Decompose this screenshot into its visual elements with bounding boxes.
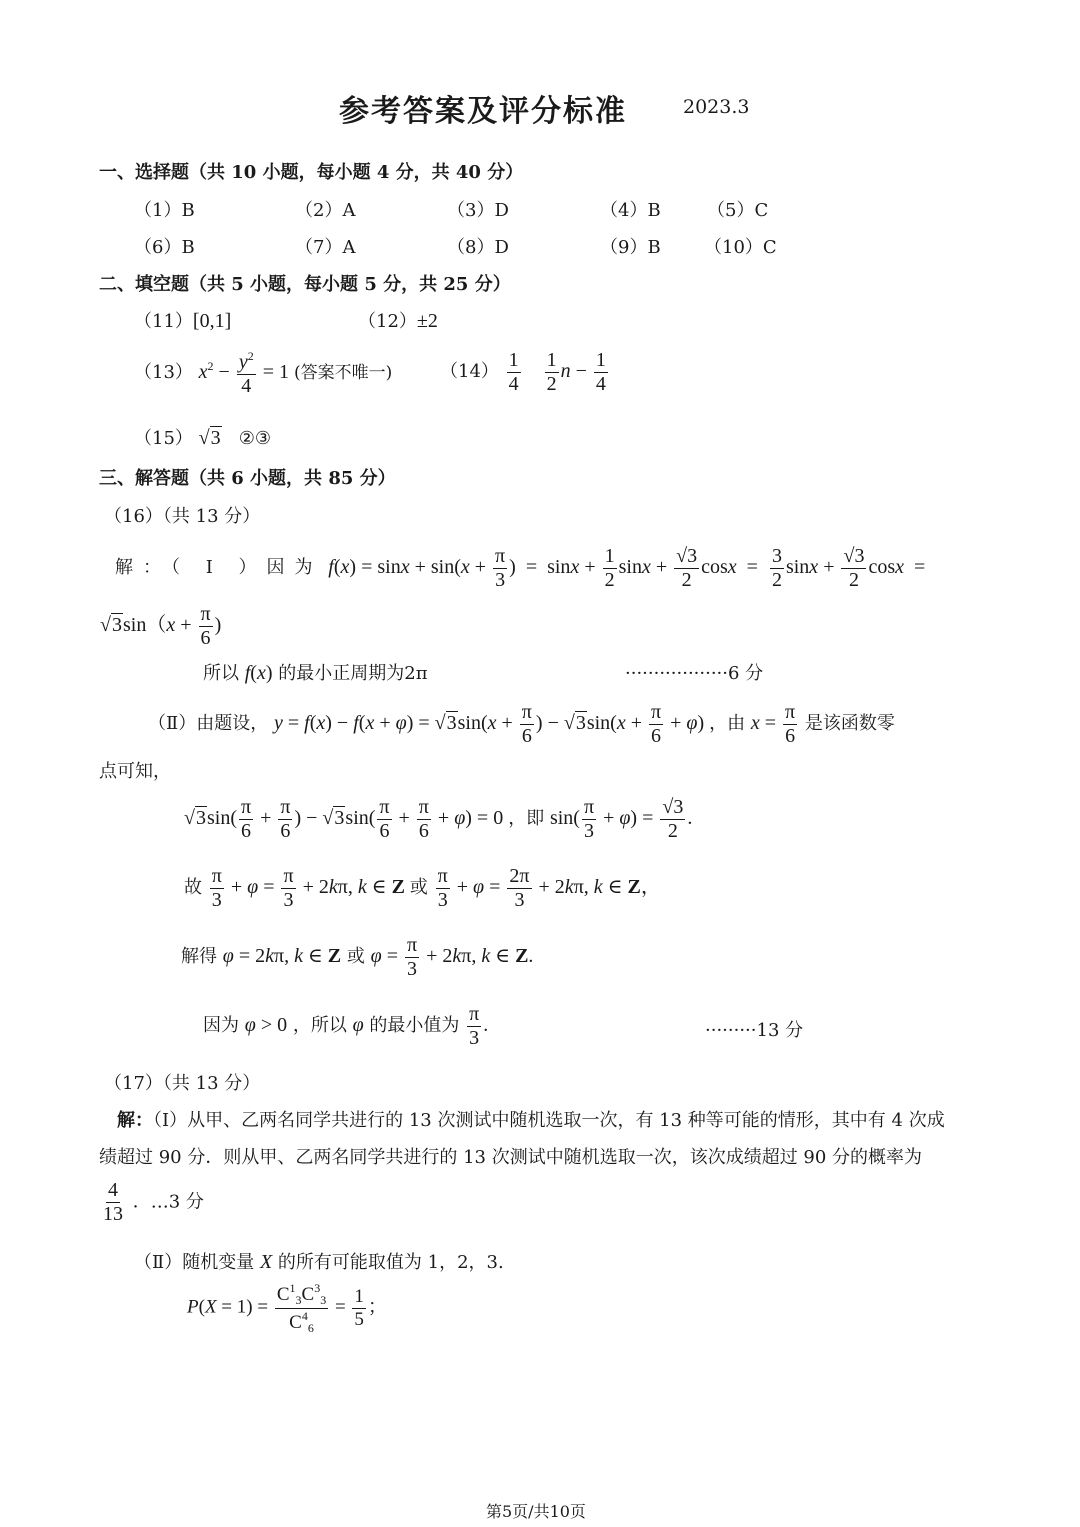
mc-answer-5: （5）C [707,200,769,221]
mc-answer-9: （9）B [600,237,661,258]
mc-answer-10: （10）C [704,237,777,258]
q16-label: （16）（共 13 分） [104,506,261,527]
q16-part2-line2: 点可知， [99,761,171,782]
q16-equation-zero: √3sin( $\frac{\pi}{6}$ + $\frac{\pi}{6}$ ) − √3sin( $\frac{\pi}{6}$ + $\frac{\pi}{6}$ + φ) = 0 ，即 sin( $\frac{\pi}{3}$ + φ) = $\frac{√3}{2}$ . [184,796,693,842]
section-2-heading: 二、填空题（共 5 小题，每小题 5 分，共 25 分） [99,274,511,295]
mc-answer-1: （1）B [134,200,195,221]
page-date: 2023.3 [683,96,750,118]
q17-part1-line1: 解：（Ⅰ）从甲、乙两名同学共进行的 13 次测试中随机选取一次，有 13 种等可能的情形，其中有 4 次成 [117,1110,945,1131]
mc-answer-2: （2）A [295,200,356,221]
section-3-heading: 三、解答题（共 6 小题，共 85 分） [99,468,396,489]
mc-answer-3: （3）D [447,200,509,221]
mc-answer-6: （6）B [134,237,195,258]
q17-part2-line1: （Ⅱ）随机变量 X 的所有可能取值为 1，2，3. [134,1251,504,1273]
hyperbola-formula: $x^2$ − $\frac{y^2}{4}$ = 1 [198,349,294,397]
q17-part1-line2: 绩超过 90 分．则从甲、乙两名同学共进行的 13 次测试中随机选取一次，该次成绩超过 90 分的概率为 [99,1147,923,1168]
q16-period-line: 所以 f(x) 的最小正周期为2π [203,662,428,684]
fill-answer-14: （14） $\frac{1}{4}$ $\frac{1}{2}$ n − $\frac{1}{4}$ [440,350,610,395]
q16-part1-line2: √3sin（x + $\frac{\pi}{6}$ ) [100,603,222,649]
q17-probability: $\frac{4}{13}$ ．…3 分 [103,1179,204,1225]
q16-score-13: ·········13 分 [705,1020,804,1041]
q16-part1-line1: 解：（ Ⅰ ）因为 f(x) = sinx + sin(x + $\frac{\pi}{3}$ ) = sinx + $\frac{1}{2}$ sinx + $\frac{√3}{2}$ cosx = $\frac{3}{2}$ sinx + $\frac{√3}{2}$ cosx = [115,545,926,591]
page-title: 参考答案及评分标准 [339,94,627,129]
q16-solutions: 解得 φ = 2kπ, k ∈ Z 或 φ = $\frac{\pi}{3}$ + 2kπ, k ∈ Z. [181,934,534,980]
fill-answer-13: （13） $x^2$ − $\frac{y^2}{4}$ = 1 (答案不唯一) [134,349,393,397]
fill-answer-11: （11）[0,1] [134,310,232,332]
q16-cases: 故 $\frac{\pi}{3}$ + φ = $\frac{\pi}{3}$ + 2kπ, k ∈ Z 或 $\frac{\pi}{3}$ + φ = $\frac{2\pi}{3}$ + 2kπ, k ∈ Z， [184,865,661,911]
q17-probability-x1: P(X = 1) = $\frac{C^1_3C^3_3}{C^4_6}$ = $\frac{1}{5}$ ； [187,1281,387,1335]
mc-answer-4: （4）B [600,200,661,221]
answer-14-formula: $\frac{1}{4}$ $\frac{1}{2}$ n − $\frac{1}{4}$ [508,349,606,395]
fill-answer-15: （15） √3 ②③ [134,427,272,449]
page-footer: 第5页/共10页 [486,1502,586,1521]
mc-answer-7: （7）A [295,237,356,258]
fill-answer-12: （12）±2 [358,310,438,332]
q16-conclusion: 因为 φ > 0 ，所以 φ 的最小值为 $\frac{\pi}{3}$ . [203,1003,489,1049]
section-1-heading: 一、选择题（共 10 小题，每小题 4 分，共 40 分） [99,162,524,183]
q17-label: （17）（共 13 分） [104,1073,261,1094]
q16-part2-line1: （Ⅱ）由题设， y = f(x) − f(x + φ) = √3sin(x + $\frac{\pi}{6}$ ) − √3sin(x + $\frac{\pi}{6}$ + φ) ，由 x = $\frac{\pi}{6}$ 是该函数零 [148,701,895,747]
mc-answer-8: （8）D [447,237,509,258]
q16-score-6: ··················6 分 [625,663,764,684]
